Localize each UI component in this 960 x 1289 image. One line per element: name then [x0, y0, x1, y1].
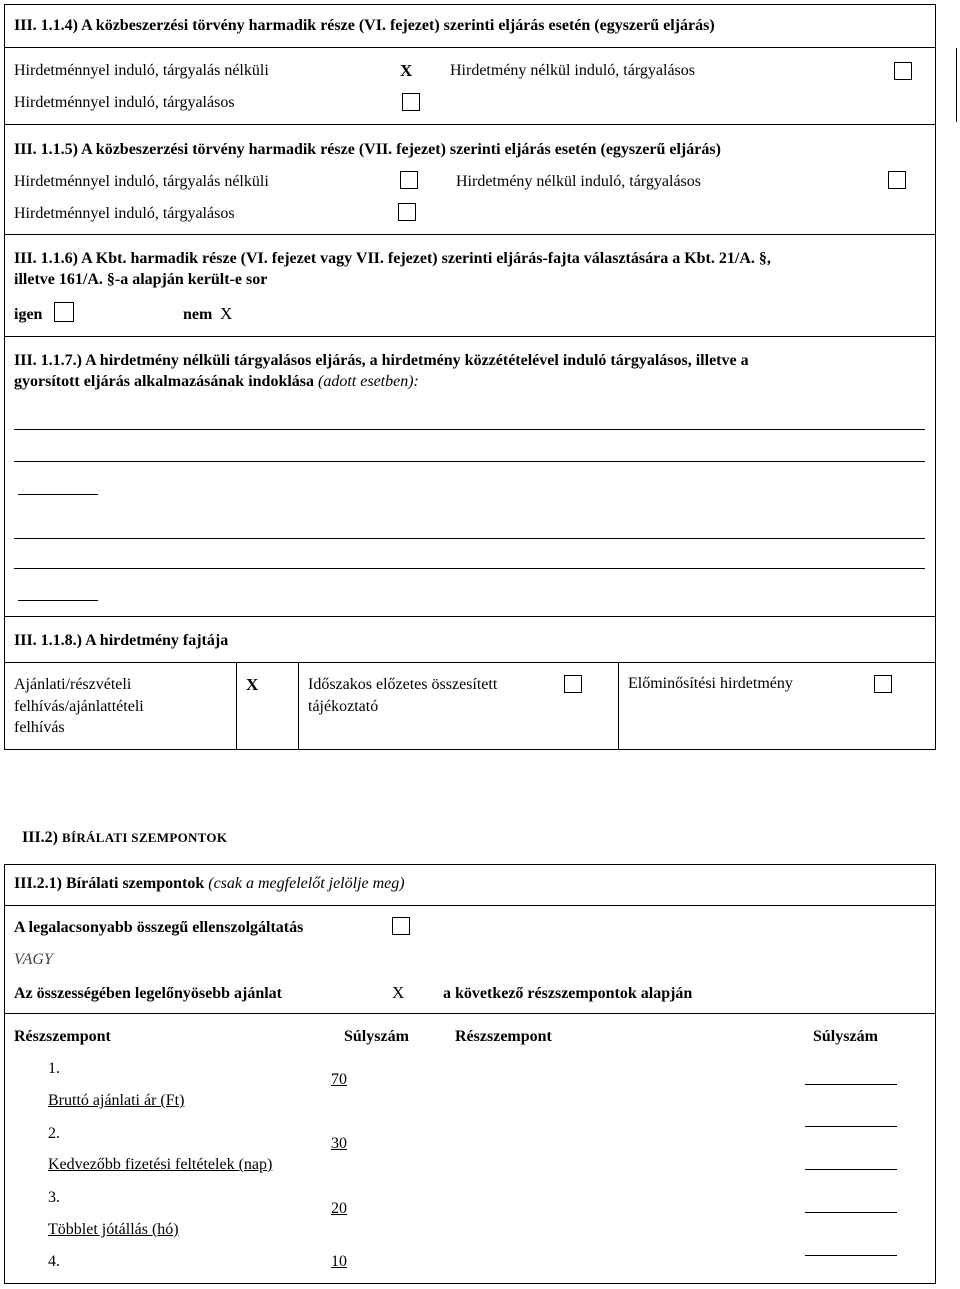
lowest-price-label: A legalacsonyabb összegű ellenszolgáltatás: [14, 919, 304, 936]
justification-line-1[interactable]: [14, 429, 925, 430]
s115-opt1-checkbox[interactable]: [400, 171, 418, 189]
weight-blank-2[interactable]: [805, 1126, 897, 1127]
section-117-heading-line1: III. 1.1.7.) A hirdetmény nélküli tárgyalásos eljárás, a hirdetmény közzétételével induló tárgyalásos, illetve a: [14, 352, 749, 369]
section-114-heading: III. 1.1.4) A közbeszerzési törvény harmadik része (VI. fejezet) szerinti eljárás esetén (egyszerű eljárás): [14, 17, 715, 34]
s114-opt3-checkbox[interactable]: [402, 93, 420, 111]
s118-col1-line: Ajánlati/részvételi: [14, 676, 132, 693]
s116-yes-label: igen: [14, 306, 43, 323]
weight-blank-1[interactable]: [805, 1084, 897, 1085]
criteria-header-weight-1: Súlyszám: [344, 1028, 409, 1045]
criterion-name: Kedvezőbb fizetési feltételek (nap): [48, 1156, 273, 1173]
section-118-divider: [5, 616, 935, 617]
s116-no-label: nem: [183, 306, 213, 323]
criterion-number: 3.: [48, 1189, 60, 1206]
justification-line-4[interactable]: [14, 538, 925, 539]
criteria-table-top: [5, 1013, 935, 1014]
s118-col2-checkbox[interactable]: [564, 675, 582, 693]
section-32-number: III.2): [22, 829, 59, 846]
section-321-heading: III.2.1) Bírálati szempontok: [14, 875, 205, 892]
section-32-title: BÍRÁLATI SZEMPONTOK: [62, 830, 228, 845]
weight-blank-3[interactable]: [805, 1169, 897, 1170]
weight-blank-5[interactable]: [805, 1255, 897, 1256]
justification-line-2[interactable]: [14, 461, 925, 462]
section-115-divider: [5, 124, 935, 125]
criterion-name: Bruttó ajánlati ár (Ft): [48, 1092, 185, 1109]
subcriteria-label: a következő részszempontok alapján: [443, 985, 693, 1002]
section-116-heading-line1: III. 1.1.6) A Kbt. harmadik része (VI. fejezet vagy VII. fejezet) szerinti eljárás-fajta választására a Kbt. 21/A. §,: [14, 250, 771, 267]
justification-line-3[interactable]: [18, 494, 98, 495]
notice-type-divider-2: [298, 662, 299, 749]
criteria-header-name-1: Részszempont: [14, 1028, 111, 1045]
criterion-number: 1.: [48, 1060, 60, 1077]
section-321-divider: [5, 905, 935, 906]
s114-opt2-checkbox[interactable]: [894, 62, 912, 80]
lowest-price-checkbox[interactable]: [392, 917, 410, 935]
section-116-divider: [5, 234, 935, 235]
criterion-weight: 10: [331, 1253, 347, 1270]
s118-col1-label: [14, 674, 144, 739]
section-117-divider: [5, 336, 935, 337]
criterion-number: 4.: [48, 1253, 60, 1270]
criterion-number: 2.: [48, 1125, 60, 1142]
s114-opt1-checkmark[interactable]: X: [400, 61, 413, 80]
or-label: VAGY: [14, 951, 53, 968]
s115-opt1-label: Hirdetménnyel induló, tárgyalás nélküli: [14, 173, 269, 190]
best-value-checkmark[interactable]: X: [392, 983, 405, 1002]
criterion-weight: 30: [331, 1135, 347, 1152]
criteria-header-weight-2: Súlyszám: [813, 1028, 878, 1045]
s118-col2-line: tájékoztató: [308, 697, 379, 715]
s116-no-checkmark[interactable]: X: [220, 304, 233, 323]
s114-opt3-label: Hirdetménnyel induló, tárgyalásos: [14, 94, 235, 111]
frame-right-accent: [956, 48, 957, 122]
s118-col1-line: felhívás: [14, 719, 65, 736]
s115-opt3-checkbox[interactable]: [398, 203, 416, 221]
notice-type-divider-1: [236, 662, 237, 749]
criteria-header-name-2: Részszempont: [455, 1028, 552, 1045]
s118-col1-checkmark[interactable]: X: [246, 675, 259, 694]
criterion-weight: 70: [331, 1071, 347, 1088]
section-115-heading: III. 1.1.5) A közbeszerzési törvény harmadik része (VII. fejezet) szerinti eljárás esetén (egyszerű eljárás): [14, 141, 721, 158]
notice-type-divider-3: [618, 662, 619, 749]
s118-col3-checkbox[interactable]: [874, 675, 892, 693]
weight-blank-4[interactable]: [805, 1212, 897, 1213]
s114-opt2-label: Hirdetmény nélkül induló, tárgyalásos: [450, 62, 695, 79]
section-114-divider: [5, 47, 935, 48]
s118-col3-label: Előminősítési hirdetmény: [628, 675, 793, 692]
best-value-label: Az összességében legelőnyösebb ajánlat: [14, 985, 282, 1002]
criterion-weight: 20: [331, 1200, 347, 1217]
section-321-hint: (csak a megfelelőt jelölje meg): [208, 875, 405, 892]
notice-type-table-top: [5, 662, 935, 663]
criterion-name: Többlet jótállás (hó): [48, 1221, 179, 1238]
s115-opt3-label: Hirdetménnyel induló, tárgyalásos: [14, 205, 235, 222]
s118-col2-line: Időszakos előzetes összesített: [308, 676, 498, 693]
s115-opt2-checkbox[interactable]: [888, 171, 906, 189]
section-116-heading-line2: illetve 161/A. §-a alapján került-e sor: [14, 271, 268, 288]
justification-line-6[interactable]: [18, 600, 98, 601]
s114-opt1-label: Hirdetménnyel induló, tárgyalás nélküli: [14, 62, 269, 79]
section-118-heading: III. 1.1.8.) A hirdetmény fajtája: [14, 632, 229, 649]
s115-opt2-label: Hirdetmény nélkül induló, tárgyalásos: [456, 173, 701, 190]
s116-yes-checkbox[interactable]: [54, 302, 74, 322]
s118-col2-label: [308, 674, 497, 717]
s118-col1-line: felhívás/ajánlattételi: [14, 697, 144, 715]
justification-line-5[interactable]: [14, 568, 925, 569]
section-32-heading: [22, 828, 227, 848]
section-117-heading-line2: gyorsított eljárás alkalmazásának indoklása: [14, 373, 315, 390]
section-117-heading-hint: (adott esetben):: [318, 373, 419, 390]
